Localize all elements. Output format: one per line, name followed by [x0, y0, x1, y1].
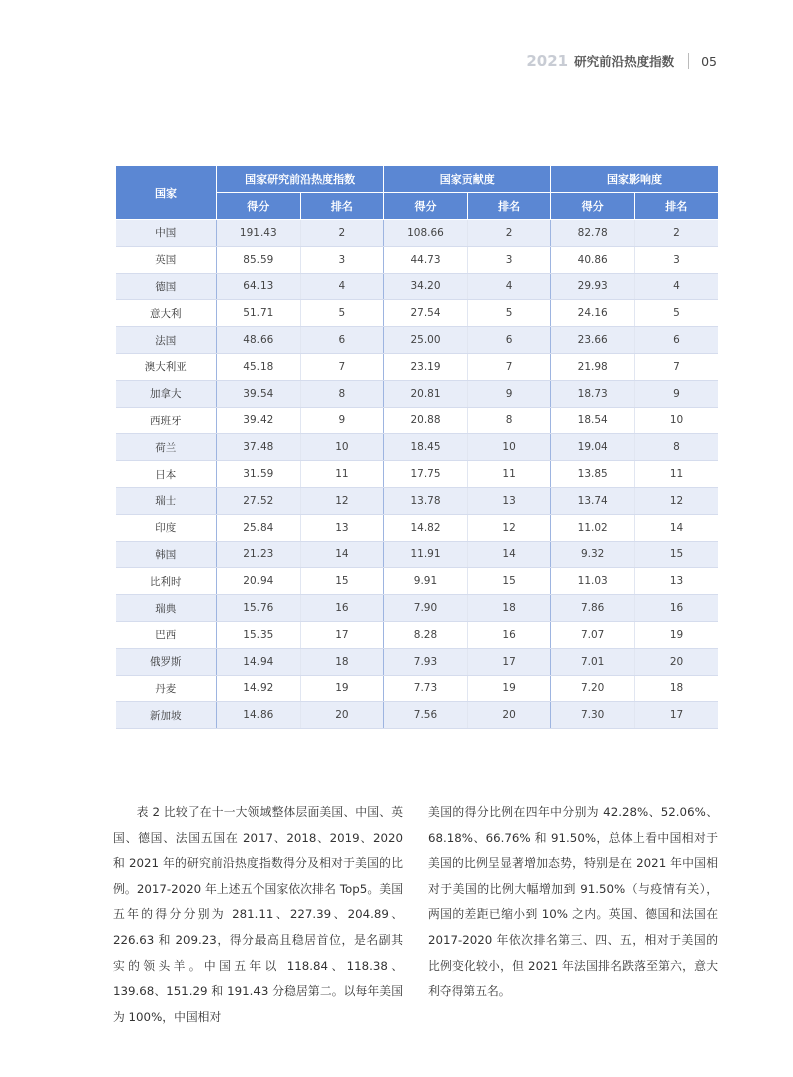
heat-rank-cell: 18	[300, 648, 384, 675]
influence-rank-cell: 8	[634, 434, 718, 461]
header-divider	[688, 53, 689, 69]
table-row	[116, 675, 719, 702]
header-rank: 排名	[300, 193, 384, 220]
header-title: 研究前沿热度指数	[574, 54, 675, 69]
heat-rank-cell: 5	[300, 300, 384, 327]
contribution-rank-cell: 6	[467, 327, 551, 354]
table-row	[116, 327, 719, 354]
country-cell: 加拿大	[116, 380, 217, 407]
influence-rank-cell: 5	[634, 300, 718, 327]
contribution-score-cell: 25.00	[384, 327, 468, 354]
contribution-score-cell: 7.90	[384, 595, 468, 622]
header-score: 得分	[384, 193, 468, 220]
table-row	[116, 541, 719, 568]
table-row	[116, 273, 719, 300]
heat-score-cell: 64.13	[217, 273, 301, 300]
contribution-rank-cell: 17	[467, 648, 551, 675]
contribution-score-cell: 23.19	[384, 353, 468, 380]
influence-rank-cell: 7	[634, 353, 718, 380]
heat-rank-cell: 9	[300, 407, 384, 434]
contribution-score-cell: 14.82	[384, 514, 468, 541]
country-cell: 俄罗斯	[116, 648, 217, 675]
influence-rank-cell: 17	[634, 702, 718, 729]
contribution-rank-cell: 20	[467, 702, 551, 729]
table-row	[116, 220, 719, 247]
heat-score-cell: 15.35	[217, 621, 301, 648]
heat-rank-cell: 11	[300, 461, 384, 488]
contribution-score-cell: 11.91	[384, 541, 468, 568]
country-cell: 巴西	[116, 621, 217, 648]
influence-score-cell: 7.01	[551, 648, 635, 675]
heat-rank-cell: 13	[300, 514, 384, 541]
country-cell: 印度	[116, 514, 217, 541]
contribution-rank-cell: 14	[467, 541, 551, 568]
country-cell: 韩国	[116, 541, 217, 568]
heat-score-cell: 39.42	[217, 407, 301, 434]
country-cell: 荷兰	[116, 434, 217, 461]
country-cell: 意大利	[116, 300, 217, 327]
heat-rank-cell: 6	[300, 327, 384, 354]
influence-score-cell: 13.85	[551, 461, 635, 488]
influence-score-cell: 7.30	[551, 702, 635, 729]
heat-score-cell: 85.59	[217, 246, 301, 273]
influence-rank-cell: 6	[634, 327, 718, 354]
influence-score-cell: 11.03	[551, 568, 635, 595]
contribution-score-cell: 17.75	[384, 461, 468, 488]
heat-rank-cell: 12	[300, 487, 384, 514]
influence-score-cell: 7.86	[551, 595, 635, 622]
contribution-score-cell: 108.66	[384, 220, 468, 247]
contribution-rank-cell: 8	[467, 407, 551, 434]
country-cell: 比利时	[116, 568, 217, 595]
heat-score-cell: 191.43	[217, 220, 301, 247]
heat-rank-cell: 19	[300, 675, 384, 702]
contribution-rank-cell: 13	[467, 487, 551, 514]
contribution-rank-cell: 7	[467, 353, 551, 380]
influence-rank-cell: 18	[634, 675, 718, 702]
table-row	[116, 595, 719, 622]
influence-rank-cell: 2	[634, 220, 718, 247]
table-row	[116, 702, 719, 729]
contribution-score-cell: 18.45	[384, 434, 468, 461]
influence-rank-cell: 20	[634, 648, 718, 675]
header-score: 得分	[217, 193, 301, 220]
header-group-contribution: 国家贡献度	[384, 166, 551, 193]
influence-score-cell: 7.20	[551, 675, 635, 702]
country-cell: 新加坡	[116, 702, 217, 729]
influence-rank-cell: 15	[634, 541, 718, 568]
influence-rank-cell: 9	[634, 380, 718, 407]
contribution-score-cell: 20.88	[384, 407, 468, 434]
influence-score-cell: 24.16	[551, 300, 635, 327]
table-row	[116, 461, 719, 488]
country-cell: 瑞士	[116, 487, 217, 514]
influence-rank-cell: 19	[634, 621, 718, 648]
influence-score-cell: 82.78	[551, 220, 635, 247]
influence-score-cell: 11.02	[551, 514, 635, 541]
contribution-score-cell: 7.73	[384, 675, 468, 702]
body-text-left: 表 2 比较了在十一大领域整体层面美国、中国、英国、德国、法国五国在 2017、2018、2019、2020 和 2021 年的研究前沿热度指数得分及相对于美国的比例。2017-2020 年上述五个国家依次排名 Top5。美国五年的得分分别为 281.11、227.39、204.89、226.63 和 209.23，得分最高且稳居首位，是名副其实的领头羊。中国五年以 118.84、118.38、139.68、151.29 和 191.43 分稳居第二。以每年美国为 100%，中国相对	[113, 805, 403, 1024]
contribution-rank-cell: 4	[467, 273, 551, 300]
table-row	[116, 246, 719, 273]
table-row	[116, 514, 719, 541]
heat-score-cell: 20.94	[217, 568, 301, 595]
heat-score-cell: 51.71	[217, 300, 301, 327]
influence-rank-cell: 11	[634, 461, 718, 488]
country-cell: 德国	[116, 273, 217, 300]
contribution-score-cell: 20.81	[384, 380, 468, 407]
heat-rank-cell: 7	[300, 353, 384, 380]
heat-rank-cell: 16	[300, 595, 384, 622]
heat-rank-cell: 4	[300, 273, 384, 300]
heat-rank-cell: 2	[300, 220, 384, 247]
table-row	[116, 380, 719, 407]
table-body	[116, 220, 719, 729]
contribution-score-cell: 8.28	[384, 621, 468, 648]
contribution-rank-cell: 12	[467, 514, 551, 541]
heat-rank-cell: 8	[300, 380, 384, 407]
heat-score-cell: 37.48	[217, 434, 301, 461]
heat-score-cell: 48.66	[217, 327, 301, 354]
influence-rank-cell: 16	[634, 595, 718, 622]
heat-score-cell: 21.23	[217, 541, 301, 568]
country-cell: 英国	[116, 246, 217, 273]
heat-score-cell: 45.18	[217, 353, 301, 380]
heat-rank-cell: 17	[300, 621, 384, 648]
header-group-influence: 国家影响度	[551, 166, 718, 193]
contribution-rank-cell: 2	[467, 220, 551, 247]
influence-rank-cell: 14	[634, 514, 718, 541]
country-index-table	[115, 165, 719, 729]
heat-score-cell: 15.76	[217, 595, 301, 622]
contribution-rank-cell: 10	[467, 434, 551, 461]
influence-score-cell: 23.66	[551, 327, 635, 354]
influence-rank-cell: 10	[634, 407, 718, 434]
page-number: 05	[701, 53, 717, 69]
contribution-rank-cell: 5	[467, 300, 551, 327]
influence-rank-cell: 4	[634, 273, 718, 300]
contribution-rank-cell: 18	[467, 595, 551, 622]
heat-score-cell: 39.54	[217, 380, 301, 407]
heat-rank-cell: 15	[300, 568, 384, 595]
table-row	[116, 621, 719, 648]
influence-score-cell: 40.86	[551, 246, 635, 273]
heat-score-cell: 31.59	[217, 461, 301, 488]
heat-score-cell: 25.84	[217, 514, 301, 541]
country-cell: 西班牙	[116, 407, 217, 434]
influence-score-cell: 7.07	[551, 621, 635, 648]
heat-score-cell: 14.86	[217, 702, 301, 729]
influence-rank-cell: 3	[634, 246, 718, 273]
contribution-score-cell: 34.20	[384, 273, 468, 300]
table-row	[116, 487, 719, 514]
table-row	[116, 353, 719, 380]
influence-rank-cell: 12	[634, 487, 718, 514]
heat-score-cell: 27.52	[217, 487, 301, 514]
heat-score-cell: 14.94	[217, 648, 301, 675]
contribution-rank-cell: 19	[467, 675, 551, 702]
table-row	[116, 648, 719, 675]
contribution-score-cell: 27.54	[384, 300, 468, 327]
contribution-score-cell: 9.91	[384, 568, 468, 595]
page-header	[526, 52, 717, 70]
contribution-score-cell: 7.56	[384, 702, 468, 729]
influence-rank-cell: 13	[634, 568, 718, 595]
influence-score-cell: 18.73	[551, 380, 635, 407]
influence-score-cell: 21.98	[551, 353, 635, 380]
header-year: 2021	[526, 52, 569, 70]
table-row	[116, 407, 719, 434]
contribution-rank-cell: 16	[467, 621, 551, 648]
contribution-rank-cell: 15	[467, 568, 551, 595]
body-text-right: 美国的得分比例在四年中分别为 42.28%、52.06%、68.18%、66.76% 和 91.50%，总体上看中国相对于美国的比例呈显著增加态势，特别是在 2021 年中国相对于美国的比例大幅增加到 91.50%（与疫情有关），两国的差距已缩小到 10% 之内。英国、德国和法国在 2017-2020 年依次排名第三、四、五，相对于美国的比例变化较小，但 2021 年法国排名跌落至第六，意大利夺得第五名。	[428, 805, 718, 999]
country-cell: 丹麦	[116, 675, 217, 702]
country-cell: 中国	[116, 220, 217, 247]
header-rank: 排名	[634, 193, 718, 220]
influence-score-cell: 9.32	[551, 541, 635, 568]
influence-score-cell: 13.74	[551, 487, 635, 514]
contribution-rank-cell: 3	[467, 246, 551, 273]
heat-rank-cell: 20	[300, 702, 384, 729]
header-score: 得分	[551, 193, 635, 220]
heat-rank-cell: 14	[300, 541, 384, 568]
heat-rank-cell: 3	[300, 246, 384, 273]
country-cell: 澳大利亚	[116, 353, 217, 380]
influence-score-cell: 19.04	[551, 434, 635, 461]
influence-score-cell: 18.54	[551, 407, 635, 434]
influence-score-cell: 29.93	[551, 273, 635, 300]
contribution-score-cell: 7.93	[384, 648, 468, 675]
contribution-rank-cell: 11	[467, 461, 551, 488]
contribution-score-cell: 44.73	[384, 246, 468, 273]
country-cell: 瑞典	[116, 595, 217, 622]
header-group-heat-index: 国家研究前沿热度指数	[217, 166, 384, 193]
contribution-rank-cell: 9	[467, 380, 551, 407]
country-cell: 日本	[116, 461, 217, 488]
table-row	[116, 434, 719, 461]
heat-score-cell: 14.92	[217, 675, 301, 702]
header-country: 国家	[116, 166, 217, 220]
table-row	[116, 300, 719, 327]
header-rank: 排名	[467, 193, 551, 220]
table-row	[116, 568, 719, 595]
contribution-score-cell: 13.78	[384, 487, 468, 514]
heat-rank-cell: 10	[300, 434, 384, 461]
country-cell: 法国	[116, 327, 217, 354]
